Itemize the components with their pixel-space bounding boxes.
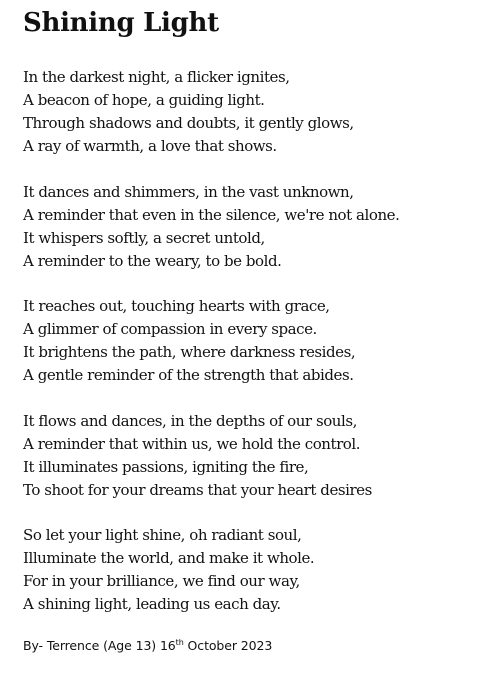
poem-line: A beacon of hope, a guiding light. bbox=[23, 91, 265, 109]
poem-line: Through shadows and doubts, it gently glows, bbox=[23, 114, 354, 132]
poem-line: A gentle reminder of the strength that abides. bbox=[23, 366, 354, 384]
byline-suffix: October 2023 bbox=[183, 638, 273, 653]
poem-line: To shoot for your dreams that your heart desires bbox=[23, 480, 372, 499]
byline-prefix: By- Terrence (Age 13) 16 bbox=[23, 638, 176, 653]
poem-line: Illuminate the world, and make it whole. bbox=[23, 549, 315, 567]
poem-line: So let your light shine, oh radiant soul, bbox=[23, 526, 302, 544]
poem-line: It dances and shimmers, in the vast unknown, bbox=[23, 182, 354, 201]
poem-line: A glimmer of compassion in every space. bbox=[23, 320, 317, 338]
stanza bbox=[23, 524, 473, 616]
poem-line: It reaches out, touching hearts with grace, bbox=[23, 297, 330, 315]
poem-body bbox=[23, 66, 473, 639]
stanza bbox=[23, 181, 473, 273]
author-byline bbox=[23, 636, 272, 656]
stanza bbox=[23, 66, 473, 158]
byline-ordinal-suffix: th bbox=[175, 638, 184, 647]
poem-line: A shining light, leading us each day. bbox=[23, 595, 281, 613]
poem-line: A ray of warmth, a love that shows. bbox=[23, 137, 277, 155]
poem-line: It whispers softly, a secret untold, bbox=[23, 228, 265, 247]
poem-title: Shining Light bbox=[23, 8, 219, 38]
stanza bbox=[23, 295, 473, 387]
poem-line: A reminder that within us, we hold the control. bbox=[23, 434, 361, 453]
poem-line: It brightens the path, where darkness resides, bbox=[23, 343, 356, 361]
poem-line: It illuminates passions, igniting the fire, bbox=[23, 457, 309, 476]
poem-line: It flows and dances, in the depths of our souls, bbox=[23, 411, 357, 430]
poem-line: A reminder that even in the silence, we're not alone. bbox=[23, 205, 400, 224]
poem-line: For in your brilliance, we find our way, bbox=[23, 572, 300, 590]
stanza bbox=[23, 410, 473, 502]
poem-line: A reminder to the weary, to be bold. bbox=[23, 251, 282, 270]
poem-line: In the darkest night, a flicker ignites, bbox=[23, 68, 290, 86]
